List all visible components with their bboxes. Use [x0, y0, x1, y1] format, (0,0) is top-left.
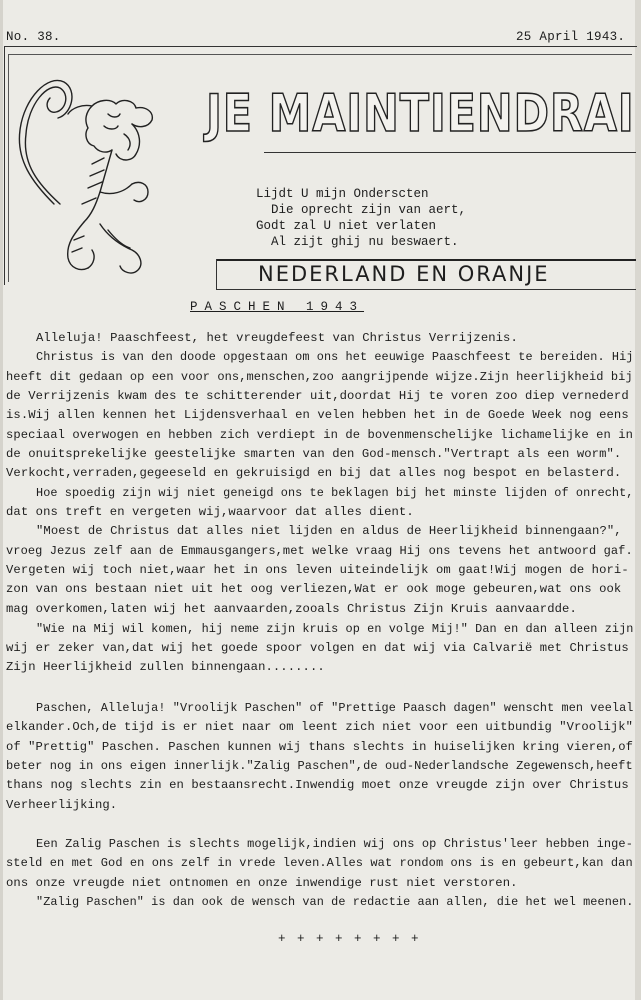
text-line: thans nog slechts zin en bestaansrecht.Inwendig moet onze vreugde zijn over Christus: [6, 778, 629, 792]
text-line: vroeg Jezus zelf aan de Emmausgangers,met welke vraag Hij ons tevens het antwoord gaf.: [6, 544, 633, 558]
motto-line: Al zijt ghij nu beswaert.: [256, 235, 459, 249]
text-line: ons onze vreugde niet ontnomen en onze inwendige rust niet verstoren.: [6, 876, 518, 890]
text-line: "Wie na Mij wil komen, hij neme zijn kruis op en volge Mij!" Dan en dan alleen zijn: [36, 622, 634, 636]
text-line: zon van ons bestaan niet uit het oog verliezen,Wat er ook moge gebeuren,wat ons ook: [6, 582, 622, 596]
text-line: de Verrijzenis kwam des te schitterender uit,doordat Hij te voren zoo diep vernederd: [6, 389, 629, 403]
text-line: Christus is van den doode opgestaan om ons het eeuwige Paaschfeest te bereiden. Hij: [36, 350, 634, 364]
banner-slogan: NEDERLAND EN ORANJE: [258, 262, 550, 286]
text-line: mag overkomen,laten wij het aanvaarden,zooals Christus Zijn Kruis aanvaardde.: [6, 602, 577, 616]
text-line: Verheerlijking.: [6, 798, 118, 812]
text-line: "Zalig Paschen" is dan ook de wensch van de redactie aan allen, die het wel meenen.: [36, 895, 634, 909]
text-line: "Moest de Christus dat alles niet lijden en aldus de Heerlijkheid binnengaan?",: [36, 524, 622, 538]
end-ornament: + + + + + + + +: [278, 932, 421, 946]
title-underline: [264, 152, 636, 153]
page-edge-left: [0, 0, 3, 1000]
text-line: Alleluja! Paaschfeest, het vreugdefeest van Christus Verrijzenis.: [36, 331, 518, 345]
banner-rule-left: [216, 259, 217, 289]
text-line: elkander.Och,de tijd is er niet naar om leent zich niet voor een uitbundig "Vroolijk": [6, 720, 634, 734]
masthead-title: JE MAINTIENDRAI: [206, 84, 635, 144]
text-line: de onuitsprekelijke geestelijke smarten van den God-mensch."Vertrapt als een worm".: [6, 447, 622, 461]
masthead-motto: [256, 186, 466, 250]
text-line: speciaal overwogen en hebben zich verdiept in de bovenmenschelijke lichamelijke en in: [6, 428, 634, 442]
text-line: dat ons treft en vergeten wij,waarvoor dat alles dient.: [6, 505, 414, 519]
motto-line: Die oprecht zijn van aert,: [256, 203, 467, 217]
issue-date: 25 April 1943.: [516, 30, 626, 44]
text-line: wij er zeker van,dat wij het goede spoor volgen en dat wij via Calvarië met Christus: [6, 641, 629, 655]
text-line: steld en met God en ons zelf in vrede leven.Alles wat rondom ons is en gebeurt,kan dan: [6, 856, 633, 870]
text-line: Hoe spoedig zijn wij niet geneigd ons te beklagen bij het minste lijden of onrecht,: [36, 486, 634, 500]
text-line: Een Zalig Paschen is slechts mogelijk,indien wij ons op Christus'leer hebben inge-: [36, 837, 633, 851]
text-line: Vergeten wij toch niet,waar het in ons leven uiteindelijk om gaat!Wij mogen de hori-: [6, 563, 629, 577]
text-line: beter nog in ons eigen innerlijk."Zalig Paschen",de oud-Nederlandsche Zegewensch,heeft: [6, 759, 633, 773]
motto-line: Lijdt U mijn Onderscten: [256, 187, 429, 201]
rampant-lion-icon: [8, 54, 188, 284]
text-line: Zijn Heerlijkheid zullen binnengaan........: [6, 660, 325, 674]
text-line: of "Prettig" Paschen. Paschen kunnen wij thans slechts in huiselijken kring vieren,of: [6, 740, 634, 754]
article-heading: PASCHEN 1943: [190, 300, 365, 314]
text-line: is.Wij allen kennen het Lijdensverhaal en velen hebben het in de Goede Week nog eens: [6, 408, 629, 422]
text-line: heeft dit gedaan op een voor ons,menschen,zoo aangrijpende wijze.Zijn heerlijkheid bij: [6, 370, 633, 384]
text-line: Verkocht,verraden,gegeeseld en gekruisigd en bij dat alles nog bespot en belasterd.: [6, 466, 622, 480]
banner-rule-top: [216, 259, 636, 261]
issue-number: No. 38.: [6, 30, 61, 44]
motto-line: Godt zal U niet verlaten: [256, 219, 437, 233]
text-line: Paschen, Alleluja! "Vroolijk Paschen" of "Prettige Paasch dagen" wenscht men veelal: [36, 701, 634, 715]
banner-rule-bottom: [216, 289, 636, 290]
